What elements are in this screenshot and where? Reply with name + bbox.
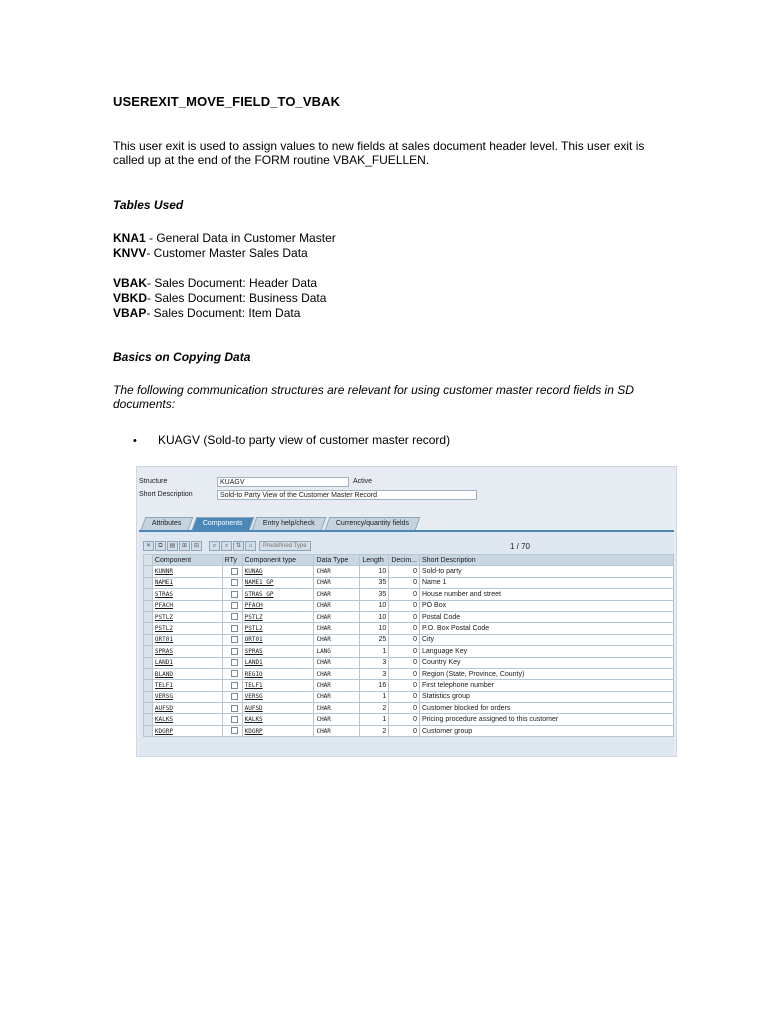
short-description-cell: Country Key	[420, 657, 674, 668]
data-type-cell: CHAR	[314, 703, 360, 714]
row-selector[interactable]	[144, 623, 153, 634]
table-desc: - Sales Document: Item Data	[146, 306, 301, 320]
length-cell: 1	[360, 646, 389, 657]
tab-strip	[143, 517, 421, 530]
rty-checkbox[interactable]	[231, 625, 238, 632]
components-table	[143, 554, 674, 737]
select-all-cell[interactable]	[144, 555, 153, 566]
component-cell[interactable]: KALKS	[152, 714, 222, 725]
bullet-text: KUAGV (Sold-to party view of customer master record)	[158, 433, 451, 447]
short-description-cell: P.O. Box Postal Code	[420, 623, 674, 634]
table-row[interactable]	[144, 566, 674, 577]
tab-attributes[interactable]	[141, 517, 193, 530]
decimals-cell: 0	[389, 725, 420, 736]
tables-heading: Tables Used	[113, 198, 184, 212]
table-desc: - Customer Master Sales Data	[146, 246, 308, 260]
short-description-cell: Sold-to party	[420, 566, 674, 577]
find-next-icon[interactable]: ⌕	[221, 541, 232, 551]
length-cell: 10	[360, 566, 389, 577]
data-type-cell: CHAR	[314, 623, 360, 634]
row-selector[interactable]	[144, 611, 153, 622]
structure-row	[139, 476, 372, 487]
component-cell[interactable]: TELF1	[152, 680, 222, 691]
component-type-cell[interactable]: SPRAS	[242, 646, 314, 657]
length-cell: 16	[360, 680, 389, 691]
table-desc: - Sales Document: Business Data	[147, 291, 327, 305]
table-name: KNA1	[113, 231, 146, 245]
data-type-cell: CHAR	[314, 577, 360, 588]
decimals-cell: 0	[389, 668, 420, 679]
rty-cell	[222, 668, 242, 679]
col-header[interactable]: RTy	[222, 555, 242, 566]
table-line-vbkd	[113, 291, 326, 306]
component-type-cell[interactable]: KDGRP	[242, 725, 314, 736]
sap-structure-screenshot	[136, 466, 677, 757]
decimals-cell: 0	[389, 611, 420, 622]
rty-checkbox[interactable]	[231, 648, 238, 655]
table-row[interactable]	[144, 577, 674, 588]
rty-cell	[222, 611, 242, 622]
component-type-cell[interactable]: PSTLZ	[242, 611, 314, 622]
table-row[interactable]	[144, 634, 674, 645]
component-cell[interactable]: BLAND	[152, 668, 222, 679]
bullet-icon: •	[133, 435, 137, 447]
tab-currency-quantity[interactable]	[325, 517, 421, 530]
decimals-cell: 0	[389, 680, 420, 691]
short-description-cell: Pricing procedure assigned to this customer	[420, 714, 674, 725]
component-cell[interactable]: PSTLZ	[152, 611, 222, 622]
component-cell[interactable]: SPRAS	[152, 646, 222, 657]
decimals-cell: 0	[389, 657, 420, 668]
tab-components[interactable]	[191, 517, 253, 530]
rty-cell	[222, 714, 242, 725]
table-row[interactable]	[144, 589, 674, 600]
component-cell[interactable]: VERSG	[152, 691, 222, 702]
rty-checkbox[interactable]	[231, 693, 238, 700]
component-type-cell[interactable]: KUNAG	[242, 566, 314, 577]
table-row[interactable]	[144, 714, 674, 725]
rty-checkbox[interactable]	[231, 659, 238, 666]
table-row[interactable]	[144, 680, 674, 691]
table-body	[144, 566, 674, 737]
data-type-cell: CHAR	[314, 680, 360, 691]
row-selector[interactable]	[144, 725, 153, 736]
table-name: KNVV	[113, 246, 147, 260]
page-title: USEREXIT_MOVE_FIELD_TO_VBAK	[113, 94, 341, 109]
short-desc-label: Short Description	[139, 491, 193, 498]
basics-paragraph: The following communication structures are relevant for using customer master record fields in SD documents:	[113, 383, 634, 411]
delete-row-icon[interactable]: ⊟	[191, 541, 202, 551]
component-type-cell[interactable]: VERSG	[242, 691, 314, 702]
short-description-cell: Postal Code	[420, 611, 674, 622]
component-type-cell[interactable]: PFACH	[242, 600, 314, 611]
rty-checkbox[interactable]	[231, 727, 238, 734]
component-type-cell[interactable]: TELF1	[242, 680, 314, 691]
row-selector[interactable]	[144, 634, 153, 645]
col-header[interactable]: Short Description	[420, 555, 674, 566]
component-cell[interactable]: LAND1	[152, 657, 222, 668]
length-cell: 2	[360, 703, 389, 714]
component-cell[interactable]: KUNNR	[152, 566, 222, 577]
component-cell[interactable]: KDGRP	[152, 725, 222, 736]
data-type-cell: CHAR	[314, 657, 360, 668]
col-header[interactable]: Length	[360, 555, 389, 566]
table-line-knvv	[113, 246, 308, 261]
row-selector[interactable]	[144, 680, 153, 691]
rty-checkbox[interactable]	[231, 705, 238, 712]
length-cell: 3	[360, 668, 389, 679]
short-description-cell: PO Box	[420, 600, 674, 611]
bullet-item	[133, 433, 450, 447]
rty-cell	[222, 691, 242, 702]
find-icon[interactable]: ⌕	[209, 541, 220, 551]
length-cell: 10	[360, 600, 389, 611]
rty-checkbox[interactable]	[231, 716, 238, 723]
structure-field[interactable]: KUAGV	[217, 477, 349, 487]
table-line-vbak	[113, 276, 317, 291]
table-row[interactable]	[144, 623, 674, 634]
row-selector[interactable]	[144, 577, 153, 588]
row-selector[interactable]	[144, 714, 153, 725]
rty-checkbox[interactable]	[231, 636, 238, 643]
table-desc: - Sales Document: Header Data	[147, 276, 318, 290]
component-type-cell[interactable]: KALKS	[242, 714, 314, 725]
short-description-cell: Customer blocked for orders	[420, 703, 674, 714]
short-description-cell: First telephone number	[420, 680, 674, 691]
tab-label: Currency/quantity fields	[335, 520, 410, 527]
component-cell[interactable]: PSTL2	[152, 623, 222, 634]
data-type-cell: CHAR	[314, 600, 360, 611]
pager-text: 1 / 70	[509, 541, 530, 551]
length-cell: 10	[360, 611, 389, 622]
data-type-cell: CHAR	[314, 714, 360, 725]
component-type-cell[interactable]: NAME1_GP	[242, 577, 314, 588]
table-row[interactable]	[144, 646, 674, 657]
length-cell: 25	[360, 634, 389, 645]
components-panel	[139, 530, 674, 756]
short-description-cell: Customer group	[420, 725, 674, 736]
row-selector[interactable]	[144, 703, 153, 714]
tab-label: Components	[202, 520, 243, 527]
length-cell: 1	[360, 714, 389, 725]
table-row[interactable]	[144, 611, 674, 622]
decimals-cell: 0	[389, 600, 420, 611]
copy-icon[interactable]: ⧉	[155, 541, 166, 551]
col-header[interactable]: Component type	[242, 555, 314, 566]
component-type-cell[interactable]: PSTL2	[242, 623, 314, 634]
rty-cell	[222, 577, 242, 588]
row-selector[interactable]	[144, 668, 153, 679]
predefined-type-button[interactable]: Predefined Type	[259, 541, 311, 551]
component-type-cell[interactable]: LAND1	[242, 657, 314, 668]
rty-cell	[222, 725, 242, 736]
short-desc-row	[139, 489, 477, 500]
table-row[interactable]	[144, 725, 674, 736]
rty-cell	[222, 600, 242, 611]
rty-cell	[222, 703, 242, 714]
tab-entry-help[interactable]	[252, 517, 326, 530]
rty-cell	[222, 589, 242, 600]
decimals-cell: 0	[389, 589, 420, 600]
rty-checkbox[interactable]	[231, 613, 238, 620]
data-type-cell: CHAR	[314, 566, 360, 577]
data-type-cell: CHAR	[314, 589, 360, 600]
component-cell[interactable]: STRAS	[152, 589, 222, 600]
intro-paragraph: This user exit is used to assign values to new fields at sales document header level. This user exit is called up at the end of the FORM routine VBAK_FUELLEN.	[113, 139, 645, 167]
row-selector[interactable]	[144, 657, 153, 668]
data-type-cell: LANG	[314, 646, 360, 657]
rty-checkbox[interactable]	[231, 591, 238, 598]
decimals-cell: 0	[389, 703, 420, 714]
data-type-cell: CHAR	[314, 668, 360, 679]
tab-label: Entry help/check	[263, 520, 315, 527]
decimals-cell: 0	[389, 691, 420, 702]
data-type-cell: CHAR	[314, 634, 360, 645]
table-row[interactable]	[144, 600, 674, 611]
table-row[interactable]	[144, 668, 674, 679]
rty-cell	[222, 623, 242, 634]
rty-cell	[222, 634, 242, 645]
decimals-cell: 0	[389, 646, 420, 657]
table-name: VBAK	[113, 276, 148, 290]
col-header[interactable]: Component	[152, 555, 222, 566]
short-description-cell: Language Key	[420, 646, 674, 657]
table-row[interactable]	[144, 703, 674, 714]
table-row[interactable]	[144, 657, 674, 668]
col-header[interactable]: Decim...	[389, 555, 420, 566]
row-selector[interactable]	[144, 600, 153, 611]
length-cell: 3	[360, 657, 389, 668]
tab-label: Attributes	[151, 520, 182, 527]
component-cell[interactable]: ORT01	[152, 634, 222, 645]
component-type-cell[interactable]: AUFSD	[242, 703, 314, 714]
short-desc-field[interactable]: Sold-to Party View of the Customer Master Record	[217, 490, 477, 500]
short-description-cell: Statistics group	[420, 691, 674, 702]
data-type-cell: CHAR	[314, 691, 360, 702]
decimals-cell: 0	[389, 634, 420, 645]
length-cell: 1	[360, 691, 389, 702]
rty-cell	[222, 646, 242, 657]
rty-checkbox[interactable]	[231, 602, 238, 609]
structure-label: Structure	[139, 478, 168, 485]
length-cell: 35	[360, 577, 389, 588]
table-row[interactable]	[144, 691, 674, 702]
table-line-vbap	[113, 306, 300, 321]
rty-cell	[222, 566, 242, 577]
rty-checkbox[interactable]	[231, 579, 238, 586]
data-type-cell: CHAR	[314, 611, 360, 622]
rty-checkbox[interactable]	[231, 670, 238, 677]
rty-checkbox[interactable]	[231, 568, 238, 575]
component-cell[interactable]: PFACH	[152, 600, 222, 611]
length-cell: 10	[360, 623, 389, 634]
insert-row-icon[interactable]: ⊞	[179, 541, 190, 551]
short-description-cell: House number and street	[420, 589, 674, 600]
row-selector[interactable]	[144, 566, 153, 577]
rty-cell	[222, 657, 242, 668]
component-type-cell[interactable]: ORT01	[242, 634, 314, 645]
decimals-cell: 0	[389, 566, 420, 577]
table-desc: - General Data in Customer Master	[145, 231, 336, 245]
col-header[interactable]: Data Type	[314, 555, 360, 566]
decimals-cell: 0	[389, 623, 420, 634]
table-name: VBKD	[113, 291, 148, 305]
component-type-cell[interactable]: REGIO	[242, 668, 314, 679]
row-selector[interactable]	[144, 646, 153, 657]
table-line-kna1	[113, 231, 336, 246]
component-type-cell[interactable]: STRAS_GP	[242, 589, 314, 600]
status-text: Active	[353, 478, 373, 485]
table-header-row	[144, 555, 674, 566]
length-cell: 2	[360, 725, 389, 736]
row-selector[interactable]	[144, 691, 153, 702]
short-description-cell: City	[420, 634, 674, 645]
hierarchy-icon[interactable]: ⌂	[245, 541, 256, 551]
short-description-cell: Region (State, Province, County)	[420, 668, 674, 679]
component-cell[interactable]: NAME1	[152, 577, 222, 588]
rty-checkbox[interactable]	[231, 682, 238, 689]
length-cell: 35	[360, 589, 389, 600]
basics-heading: Basics on Copying Data	[113, 350, 251, 364]
short-description-cell: Name 1	[420, 577, 674, 588]
cut-icon[interactable]: ✕	[143, 541, 154, 551]
table-name: VBAP	[113, 306, 147, 320]
rty-cell	[222, 680, 242, 691]
decimals-cell: 0	[389, 577, 420, 588]
component-cell[interactable]: AUFSD	[152, 703, 222, 714]
sort-icon[interactable]: ⇅	[233, 541, 244, 551]
decimals-cell: 0	[389, 714, 420, 725]
data-type-cell: CHAR	[314, 725, 360, 736]
row-selector[interactable]	[144, 589, 153, 600]
paste-icon[interactable]: ▤	[167, 541, 178, 551]
grid-toolbar	[143, 540, 670, 552]
